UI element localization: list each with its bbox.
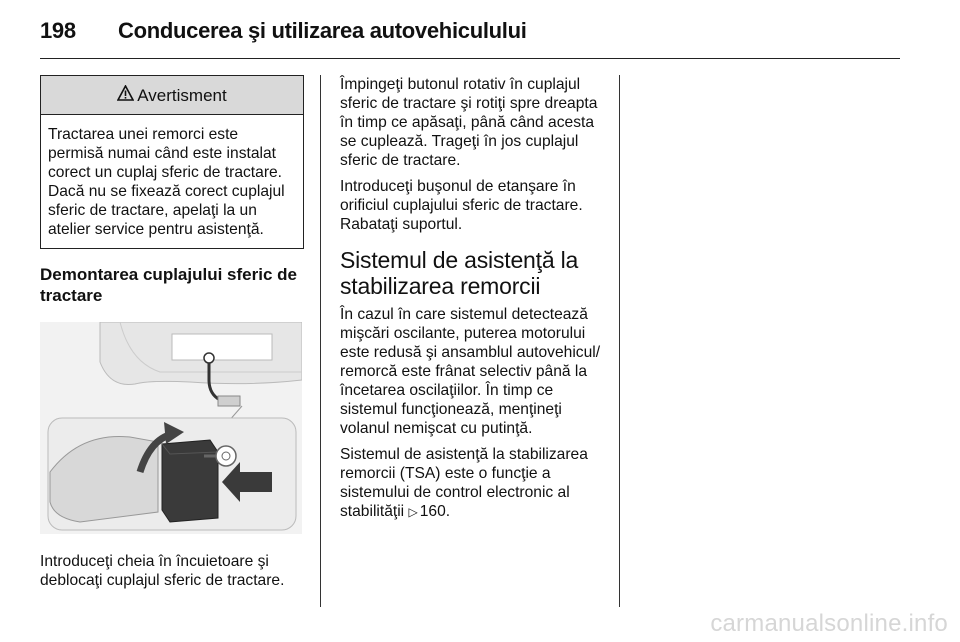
column-divider-right (619, 75, 620, 607)
section-title-tsa: Sistemul de asistenţă la stabilizarea remorcii (340, 247, 579, 299)
right-column (340, 75, 612, 529)
watermark: carmanualsonline.info (710, 610, 948, 637)
page-number: 198 (40, 18, 76, 43)
column-divider-left (320, 75, 321, 607)
tsa-function-text: Sistemul de asistenţă la stabilizarea remorcii (TSA) este o funcţie a sistemului de control electronic al stabilităţii (340, 446, 588, 520)
warning-title: Avertisment (137, 85, 227, 105)
paragraph-tsa-function (340, 445, 612, 522)
warning-header (41, 76, 303, 115)
subheading-removal: Demontarea cuplajului sferic de tractare (40, 265, 297, 305)
paragraph-sealing-plug: Introduceţi buşonul de etanşare în orificiul cuplajului sferic de tractare. Rabataţi suportul. (340, 178, 583, 233)
left-column (40, 75, 304, 590)
page-reference-link[interactable]: 160. (419, 503, 451, 520)
figure-caption: Introduceţi cheia în încuietoare şi deblocaţi cuplajul sferic de tractare. (40, 553, 285, 589)
paragraph-rotate-knob: Împingeţi butonul rotativ în cuplajul sferic de tractare şi rotiţi spre dreapta în timp ce apăsaţi, până când acesta se cuplează. Trageţi în jos cuplajul sferic de tractare. (340, 76, 598, 169)
page-title: Conducerea şi utilizarea autovehiculului (118, 18, 527, 43)
warning-box (40, 75, 304, 249)
page-header (40, 14, 900, 54)
warning-text: Tractarea unei remorci este permisă numai când este instalat corect un cuplaj sferic de tractare. Dacă nu se fixează corect cuplajul sferic de tractare, apelaţi la un atelier service pentru asistenţă. (48, 126, 285, 238)
warning-triangle-icon (117, 85, 134, 105)
paragraph-oscillation: În cazul în care sistemul detectează mişcări oscilante, puterea motorului este redusă şi ansamblul autovehicul/ remorcă este frânat selectiv până la încetarea oscilaţiilor. În timp ce sistemul funcţionează, menţineţi volanul nemişcat cu putinţă. (340, 306, 601, 437)
header-divider (40, 58, 900, 59)
page-reference-icon: ▷ (408, 505, 418, 519)
towbar-illustration (40, 322, 302, 534)
